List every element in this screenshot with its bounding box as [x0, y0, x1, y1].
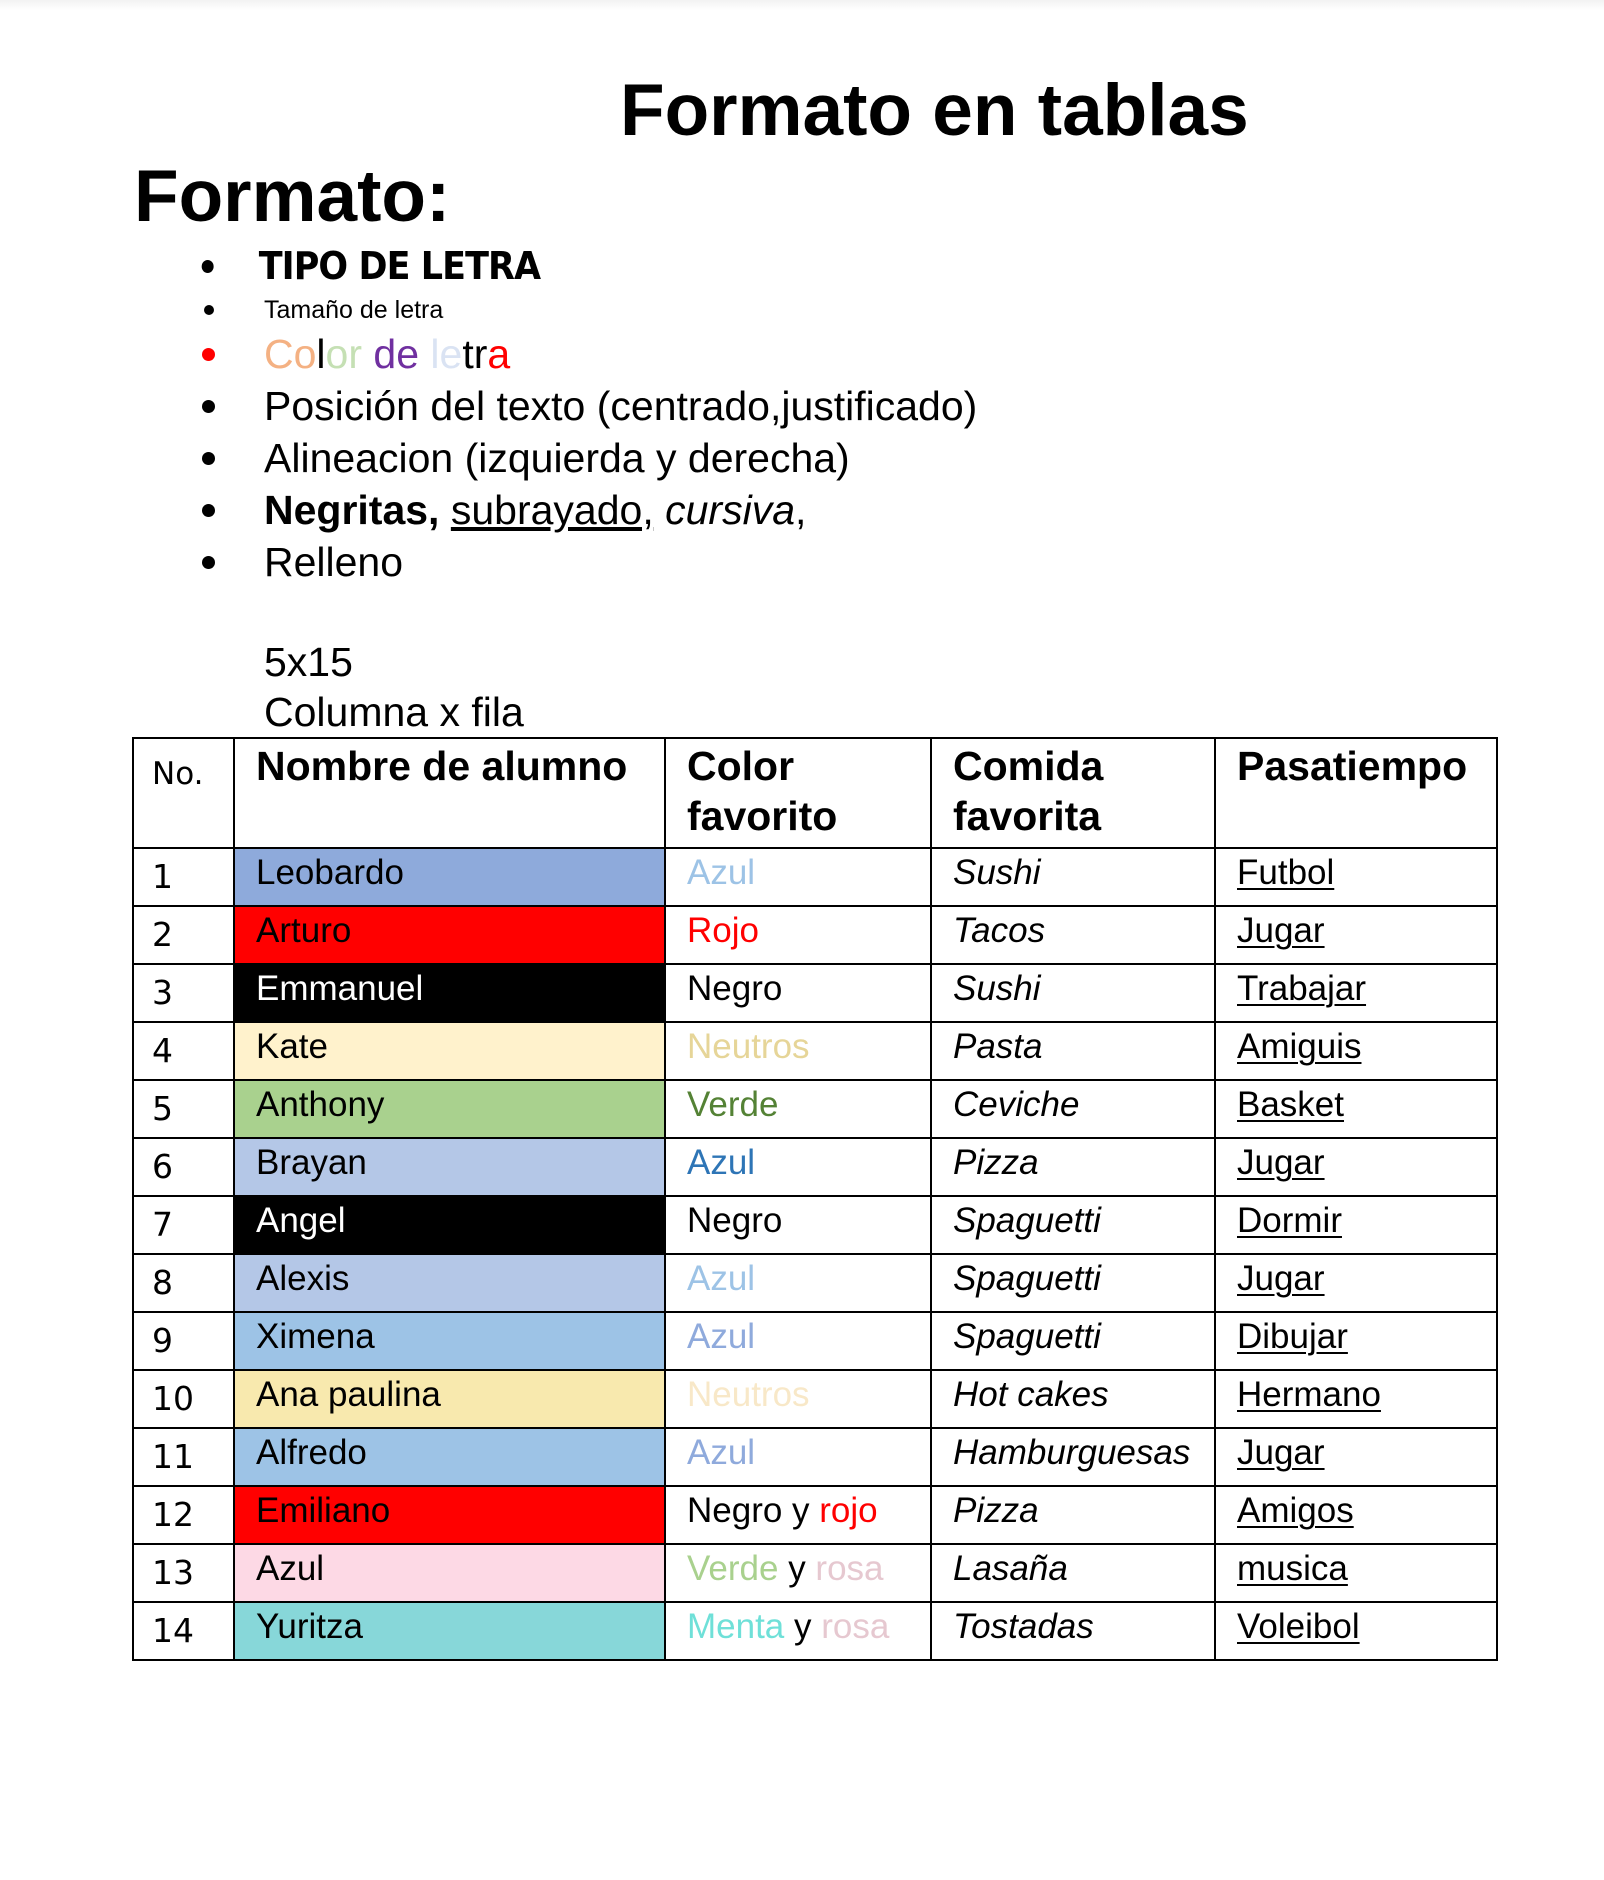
- favorite-food: Lasaña: [931, 1544, 1215, 1602]
- row-number: 11: [133, 1428, 234, 1486]
- students-table: [132, 737, 1498, 1661]
- color-letter-segment: [362, 331, 373, 377]
- section-title: Formato:: [134, 156, 451, 237]
- bullet-text: Tamaño de letra: [264, 296, 444, 324]
- student-name: Brayan: [234, 1138, 665, 1196]
- favorite-food: Tostadas: [931, 1602, 1215, 1660]
- favorite-color-part: y: [782, 1491, 820, 1530]
- table-row: [133, 1080, 1497, 1138]
- hobby: Amiguis: [1237, 1027, 1362, 1066]
- hobby-cell: [1215, 964, 1497, 1022]
- row-number: 13: [133, 1544, 234, 1602]
- color-letter-segment: de: [373, 331, 420, 377]
- favorite-color: [665, 1370, 931, 1428]
- bullet-text: Relleno: [264, 539, 404, 585]
- favorite-color-part: Verde: [687, 1549, 779, 1588]
- hobby: Futbol: [1237, 853, 1335, 892]
- bullet-fill: [198, 536, 977, 588]
- hobby: Amigos: [1237, 1491, 1354, 1530]
- hobby-cell: [1215, 1370, 1497, 1428]
- row-number: 2: [133, 906, 234, 964]
- format-bullet-list: [198, 240, 977, 588]
- header-food: Comida favorita: [931, 738, 1215, 848]
- hobby-cell: [1215, 1544, 1497, 1602]
- hobby-cell: [1215, 1080, 1497, 1138]
- italic-sample: cursiva: [665, 487, 795, 533]
- favorite-color-part: Neutros: [687, 1027, 810, 1066]
- student-name: Alexis: [234, 1254, 665, 1312]
- hobby: Dibujar: [1237, 1317, 1348, 1356]
- favorite-color-part: Azul: [687, 1259, 756, 1298]
- bullet-text: Alineacion (izquierda y derecha): [264, 435, 850, 481]
- favorite-color: [665, 1022, 931, 1080]
- bullet-dot-icon: [204, 305, 214, 315]
- favorite-color: [665, 1428, 931, 1486]
- student-name: Ana paulina: [234, 1370, 665, 1428]
- row-number: 8: [133, 1254, 234, 1312]
- favorite-color-part: y: [778, 1549, 816, 1588]
- row-number: 5: [133, 1080, 234, 1138]
- favorite-color: [665, 1486, 931, 1544]
- hobby: Voleibol: [1237, 1607, 1360, 1646]
- table-row: [133, 1022, 1497, 1080]
- hobby: Jugar: [1237, 1433, 1325, 1472]
- table-row: [133, 1602, 1497, 1660]
- bullet-dot-icon: [202, 556, 215, 569]
- favorite-color: [665, 1312, 931, 1370]
- favorite-food: Hamburguesas: [931, 1428, 1215, 1486]
- hobby: Jugar: [1237, 1143, 1325, 1182]
- table-row: [133, 1138, 1497, 1196]
- row-number: 6: [133, 1138, 234, 1196]
- table-row: [133, 1370, 1497, 1428]
- hobby: Jugar: [1237, 911, 1325, 950]
- bullet-text-styles: [198, 484, 977, 536]
- underline-sample: subrayado,: [450, 487, 654, 533]
- color-letter-segment: tr: [462, 331, 488, 377]
- row-number: 12: [133, 1486, 234, 1544]
- bullet-text-multicolor: [264, 331, 510, 377]
- bullet-text: TIPO DE LETRA: [258, 244, 541, 288]
- row-number: 10: [133, 1370, 234, 1428]
- bullet-dot-icon: [202, 452, 215, 465]
- hobby: Trabajar: [1237, 969, 1367, 1008]
- student-name: Anthony: [234, 1080, 665, 1138]
- favorite-color-part: rosa: [821, 1607, 890, 1646]
- row-number: 7: [133, 1196, 234, 1254]
- bullet-text-position: [198, 380, 977, 432]
- favorite-color-part: rosa: [815, 1549, 884, 1588]
- row-number: 14: [133, 1602, 234, 1660]
- favorite-color-part: Azul: [687, 1143, 756, 1182]
- favorite-food: Spaguetti: [931, 1254, 1215, 1312]
- favorite-color: [665, 1254, 931, 1312]
- favorite-color-part: Neutros: [687, 1375, 810, 1414]
- table-row: [133, 964, 1497, 1022]
- favorite-color-part: Negro: [687, 969, 783, 1008]
- table-row: [133, 1486, 1497, 1544]
- hobby-cell: [1215, 1602, 1497, 1660]
- hobby-cell: [1215, 906, 1497, 964]
- favorite-color: [665, 964, 931, 1022]
- table-row: [133, 906, 1497, 964]
- table-row: [133, 848, 1497, 906]
- color-letter-segment: le: [430, 331, 463, 377]
- hobby-cell: [1215, 1138, 1497, 1196]
- table-size: 5x15: [264, 639, 353, 685]
- favorite-food: Tacos: [931, 906, 1215, 964]
- student-name: Alfredo: [234, 1428, 665, 1486]
- favorite-food: Hot cakes: [931, 1370, 1215, 1428]
- favorite-color: [665, 906, 931, 964]
- bullet-text: Posición del texto (centrado,justificado): [264, 383, 978, 429]
- student-name: Arturo: [234, 906, 665, 964]
- favorite-food: Pizza: [931, 1486, 1215, 1544]
- document-title: Formato en tablas: [620, 70, 1249, 151]
- favorite-food: Sushi: [931, 964, 1215, 1022]
- table-row: [133, 1312, 1497, 1370]
- student-name: Emiliano: [234, 1486, 665, 1544]
- student-name: Kate: [234, 1022, 665, 1080]
- favorite-color-part: Azul: [687, 1433, 756, 1472]
- bullet-font-color: [198, 328, 977, 380]
- hobby: Jugar: [1237, 1259, 1325, 1298]
- favorite-color-part: rojo: [819, 1491, 878, 1530]
- favorite-color-part: y: [784, 1607, 822, 1646]
- favorite-color-part: Menta: [687, 1607, 785, 1646]
- hobby-cell: [1215, 1022, 1497, 1080]
- header-no: No.: [133, 738, 234, 848]
- hobby-cell: [1215, 1254, 1497, 1312]
- favorite-food: Pizza: [931, 1138, 1215, 1196]
- color-letter-segment: a: [487, 331, 511, 377]
- favorite-color: [665, 1138, 931, 1196]
- bullet-font-type: [198, 240, 915, 292]
- favorite-color-part: Negro: [687, 1201, 783, 1240]
- favorite-food: Spaguetti: [931, 1312, 1215, 1370]
- hobby-cell: [1215, 1486, 1497, 1544]
- favorite-color: [665, 1080, 931, 1138]
- hobby-cell: [1215, 848, 1497, 906]
- favorite-food: Pasta: [931, 1022, 1215, 1080]
- hobby: musica: [1237, 1549, 1348, 1588]
- table-row: [133, 1428, 1497, 1486]
- hobby-cell: [1215, 1196, 1497, 1254]
- bullet-font-size: [198, 292, 977, 328]
- bullet-alignment: [198, 432, 977, 484]
- favorite-color-part: Azul: [687, 853, 756, 892]
- bullet-dot-icon: [202, 348, 215, 361]
- bullet-dot-icon: [202, 400, 215, 413]
- favorite-food: Sushi: [931, 848, 1215, 906]
- row-number: 3: [133, 964, 234, 1022]
- favorite-color: [665, 1196, 931, 1254]
- table-size-legend: Columna x fila: [264, 689, 524, 735]
- color-letter-segment: Co: [264, 331, 317, 377]
- row-number: 4: [133, 1022, 234, 1080]
- color-letter-segment: l: [316, 331, 326, 377]
- favorite-color: [665, 1602, 931, 1660]
- header-name: Nombre de alumno: [234, 738, 665, 848]
- header-color: Color favorito: [665, 738, 931, 848]
- student-name: Leobardo: [234, 848, 665, 906]
- favorite-color-part: Verde: [687, 1085, 779, 1124]
- favorite-food: Spaguetti: [931, 1196, 1215, 1254]
- bold-sample: Negritas,: [264, 487, 440, 533]
- color-letter-segment: [419, 331, 430, 377]
- bullet-dot-icon: [202, 260, 214, 273]
- header-hobby: Pasatiempo: [1215, 738, 1497, 848]
- hobby: Basket: [1237, 1085, 1344, 1124]
- favorite-food: Ceviche: [931, 1080, 1215, 1138]
- hobby-cell: [1215, 1312, 1497, 1370]
- row-number: 1: [133, 848, 234, 906]
- student-name: Yuritza: [234, 1602, 665, 1660]
- row-number: 9: [133, 1312, 234, 1370]
- favorite-color-part: Rojo: [687, 911, 759, 950]
- student-name: Emmanuel: [234, 964, 665, 1022]
- favorite-color: [665, 1544, 931, 1602]
- student-name: Angel: [234, 1196, 665, 1254]
- table-row: [133, 1254, 1497, 1312]
- table-row: [133, 1544, 1497, 1602]
- student-name: Azul: [234, 1544, 665, 1602]
- bullet-dot-icon: [202, 504, 215, 517]
- color-letter-segment: or: [325, 331, 362, 377]
- favorite-color: [665, 848, 931, 906]
- favorite-color-part: Azul: [687, 1317, 756, 1356]
- table-row: [133, 1196, 1497, 1254]
- page-top-shadow: [0, 0, 1604, 10]
- hobby-cell: [1215, 1428, 1497, 1486]
- table-header-row: [133, 738, 1497, 848]
- hobby: Dormir: [1237, 1201, 1342, 1240]
- student-name: Ximena: [234, 1312, 665, 1370]
- trailing-comma: ,: [795, 487, 807, 533]
- favorite-color-part: Negro: [687, 1491, 783, 1530]
- hobby: Hermano: [1237, 1375, 1381, 1414]
